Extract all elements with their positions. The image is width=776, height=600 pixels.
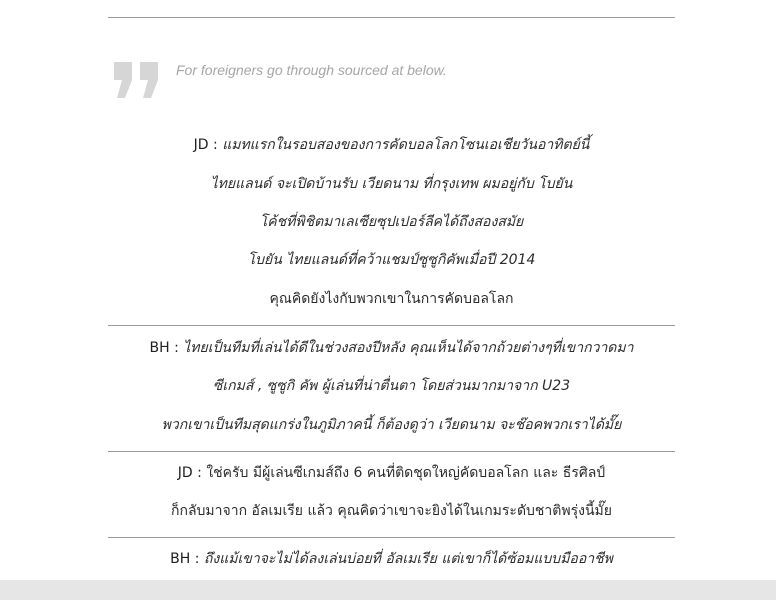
line-text: โค้ชที่พิชิตมาเลเซียซุปเปอร์ลีคได้ถึงสองสมัย — [259, 214, 524, 230]
interview-line: JD : ใช่ครับ มีผู้เล่นซีเกมส์ถึง 6 คนที่ติดชุดใหญ่คัดบอลโลก และ ธีรศิลป์ — [177, 465, 606, 481]
closing-quote-icon — [112, 58, 162, 102]
interview-line: BH : ถึงแม้เขาจะไม่ได้ลงเล่นบ่อยที่ อัลเมเรีย แต่เขาก็ได้ซ้อมแบบมืออาชีพ — [170, 551, 613, 567]
interview-line: JD : แมทแรกในรอบสองของการคัดบอลโลกโซนเอเชียวันอาทิตย์นี้ — [193, 137, 590, 153]
section-divider — [108, 451, 675, 452]
interview-line — [108, 211, 675, 233]
line-text: พวกเขาเป็นทีมสุดแกร่งในภูมิภาคนี้ ก็ต้องดูว่า เวียดนาม จะช๊อคพวกเราได้มั๊ย — [161, 417, 622, 433]
speaker-label: BH — [170, 551, 191, 567]
line-text: ถึงแม้เขาจะไม่ได้ลงเล่นบ่อยที่ อัลเมเรีย แต่เขาก็ได้ซ้อมแบบมืออาชีพ — [203, 551, 613, 567]
interview-line — [108, 173, 675, 195]
footer-bar — [0, 580, 776, 600]
interview-line — [108, 414, 675, 436]
section-divider — [108, 325, 675, 326]
line-text: แมทแรกในรอบสองของการคัดบอลโลกโซนเอเชียวันอาทิตย์นี้ — [222, 137, 590, 153]
interview-line — [108, 500, 675, 522]
interview-line: BH : ไทยเป็นทีมที่เล่นได้ดีในช่วงสองปีหลัง คุณเห็นได้จากถ้วยต่างๆที่เขากวาดมา — [149, 340, 634, 356]
line-text: ซีเกมส์ , ซูซูกิ คัพ ผู้เล่นที่น่าตื่นตา โดยส่วนมากมาจาก U23 — [212, 378, 571, 394]
line-text: ใช่ครับ มีผู้เล่นซีเกมส์ถึง 6 คนที่ติดชุดใหญ่คัดบอลโลก และ ธีรศิลป์ — [206, 465, 606, 481]
line-text: ไทยเป็นทีมที่เล่นได้ดีในช่วงสองปีหลัง คุณเห็นได้จากถ้วยต่างๆที่เขากวาดมา — [183, 340, 634, 356]
line-text: ก็กลับมาจาก อัลเมเรีย แล้ว คุณคิดว่าเขาจะยิงได้ในเกมระดับชาติพรุ่งนี้มั๊ย — [171, 503, 612, 519]
interview-line — [108, 288, 675, 310]
line-text: คุณคิดยังไงกับพวกเขาในการคัดบอลโลก — [269, 291, 514, 307]
line-text: ไทยแลนด์ จะเปิดบ้านรับ เวียดนาม ที่กรุงเทพ ผมอยู่กับ โบยัน — [210, 176, 573, 192]
section-divider — [108, 537, 675, 538]
interview-line — [108, 375, 675, 397]
line-text: โบยัน ไทยแลนด์ที่คว้าแชมป์ซูซูกิคัพเมื่อปี 2014 — [247, 252, 536, 268]
speaker-label: JD — [193, 137, 209, 153]
speaker-label: BH — [149, 340, 170, 356]
interview-line — [108, 249, 675, 271]
blockquote-text: For foreigners go through sourced at below. — [176, 62, 447, 78]
speaker-label: JD — [177, 465, 193, 481]
blockquote — [108, 56, 675, 106]
top-divider — [108, 17, 675, 18]
